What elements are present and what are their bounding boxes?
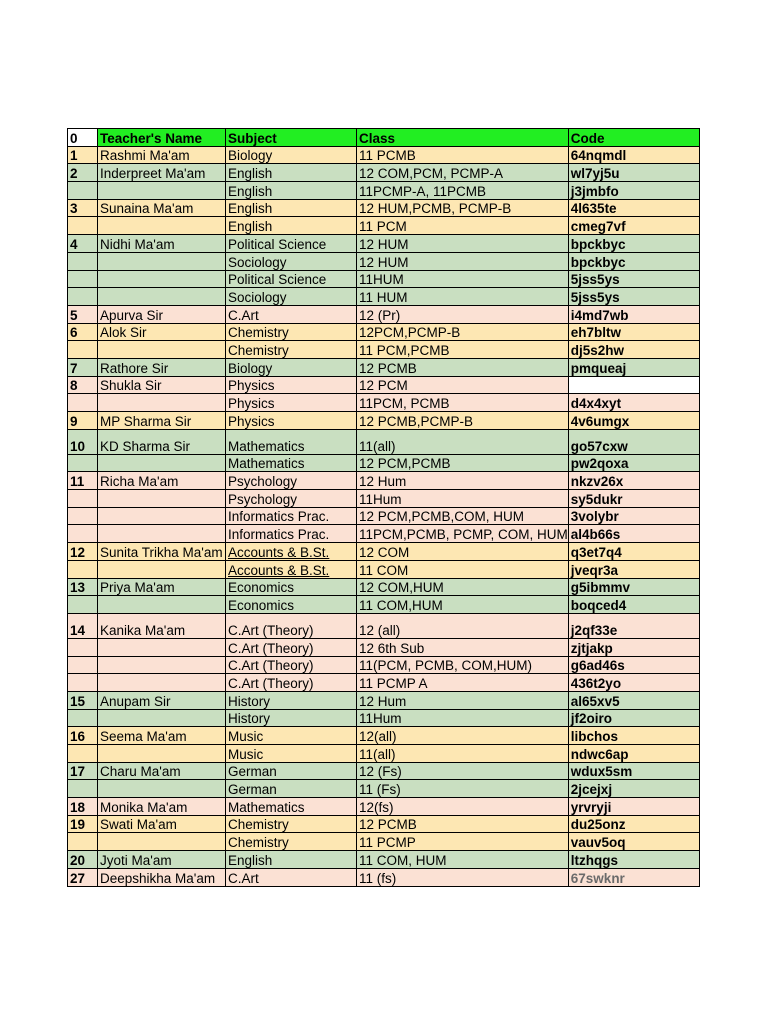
cell-number[interactable] [68,454,98,472]
cell-subject[interactable]: History [226,691,357,709]
cell-number[interactable]: 27 [68,868,98,886]
cell-teacher-name[interactable] [98,252,226,270]
table-row [68,815,700,833]
cell-number[interactable] [68,394,98,412]
cell-class[interactable]: 11(PCM, PCMB, COM,HUM) [357,656,569,674]
cell-subject[interactable]: C.Art (Theory) [226,613,357,638]
cell-teacher-name[interactable] [98,341,226,359]
cell-number[interactable]: 16 [68,727,98,745]
cell-teacher-name[interactable]: Inderpreet Ma'am [98,164,226,182]
cell-teacher-name[interactable] [98,560,226,578]
table-row [68,745,700,763]
cell-subject[interactable]: English [226,164,357,182]
cell-subject[interactable]: English [226,851,357,869]
table-row [68,560,700,578]
table-row [68,798,700,816]
cell-teacher-name[interactable]: Shukla Sir [98,376,226,394]
cell-subject[interactable]: Accounts & B.St. [226,560,357,578]
cell-subject[interactable]: Chemistry [226,815,357,833]
table-row [68,146,700,164]
cell-class[interactable]: 11 COM, HUM [357,851,569,869]
cell-number[interactable] [68,341,98,359]
cell-teacher-name[interactable]: Swati Ma'am [98,815,226,833]
table-row [68,429,700,454]
cell-code[interactable]: wl7yj5u [568,164,699,182]
cell-number[interactable]: 17 [68,762,98,780]
header-row [68,129,700,147]
cell-teacher-name[interactable]: Kanika Ma'am [98,613,226,638]
cell-teacher-name[interactable]: Monika Ma'am [98,798,226,816]
cell-number[interactable]: 12 [68,543,98,561]
cell-subject[interactable]: English [226,217,357,235]
cell-code[interactable]: ndwc6ap [568,745,699,763]
cell-class[interactable]: 12 PCM,PCMB [357,454,569,472]
cell-subject[interactable]: Mathematics [226,798,357,816]
cell-code[interactable]: nkzv26x [568,472,699,490]
table-row [68,270,700,288]
cell-class[interactable]: 11 (Fs) [357,780,569,798]
cell-number[interactable] [68,182,98,200]
cell-code[interactable]: 2jcejxj [568,780,699,798]
cell-code[interactable]: wdux5sm [568,762,699,780]
table-row [68,252,700,270]
cell-class[interactable]: 12 6th Sub [357,638,569,656]
cell-teacher-name[interactable] [98,490,226,508]
table-row [68,638,700,656]
cell-code[interactable]: 4l635te [568,199,699,217]
cell-number[interactable]: 5 [68,305,98,323]
cell-class[interactable]: 12 PCMB,PCMP-B [357,412,569,430]
cell-teacher-name[interactable]: Sunita Trikha Ma'am [98,543,226,561]
cell-number[interactable]: 11 [68,472,98,490]
table-row [68,217,700,235]
cell-number[interactable] [68,490,98,508]
cell-class[interactable]: 12 PCMB [357,358,569,376]
cell-teacher-name[interactable]: Jyoti Ma'am [98,851,226,869]
cell-number[interactable] [68,507,98,525]
table-row [68,656,700,674]
cell-subject[interactable]: Physics [226,412,357,430]
table-row [68,578,700,596]
cell-class[interactable]: 12 COM [357,543,569,561]
cell-code[interactable]: cmeg7vf [568,217,699,235]
cell-subject[interactable]: Music [226,745,357,763]
cell-subject[interactable]: Chemistry [226,341,357,359]
cell-number[interactable] [68,745,98,763]
cell-teacher-name[interactable] [98,217,226,235]
cell-teacher-name[interactable]: KD Sharma Sir [98,429,226,454]
cell-code[interactable]: ltzhqgs [568,851,699,869]
cell-class[interactable]: 11PCMP-A, 11PCMB [357,182,569,200]
cell-subject[interactable]: English [226,199,357,217]
cell-subject[interactable]: Physics [226,394,357,412]
header-code[interactable]: Code [568,129,699,147]
cell-number[interactable] [68,709,98,727]
cell-class[interactable]: 11PCM, PCMB [357,394,569,412]
cell-number[interactable]: 9 [68,412,98,430]
cell-number[interactable]: 8 [68,376,98,394]
cell-class[interactable]: 11 COM [357,560,569,578]
cell-code[interactable]: du25onz [568,815,699,833]
cell-teacher-name[interactable]: Seema Ma'am [98,727,226,745]
table-row [68,376,700,394]
cell-teacher-name[interactable]: Anupam Sir [98,691,226,709]
cell-code[interactable]: pw2qoxa [568,454,699,472]
table-row [68,358,700,376]
cell-teacher-name[interactable]: Richa Ma'am [98,472,226,490]
table-body [68,129,700,887]
table-row [68,851,700,869]
cell-class[interactable]: 12 COM,PCM, PCMP-A [357,164,569,182]
cell-code[interactable]: eh7bltw [568,323,699,341]
table-row [68,543,700,561]
table-row [68,454,700,472]
cell-subject[interactable]: Music [226,727,357,745]
cell-class[interactable]: 11 COM,HUM [357,596,569,614]
table-row [68,182,700,200]
cell-class[interactable]: 11HUM [357,270,569,288]
cell-code[interactable]: dj5s2hw [568,341,699,359]
header-class[interactable]: Class [357,129,569,147]
cell-subject[interactable]: C.Art (Theory) [226,638,357,656]
cell-number[interactable]: 1 [68,146,98,164]
cell-teacher-name[interactable]: Nidhi Ma'am [98,235,226,253]
cell-class[interactable]: 12(fs) [357,798,569,816]
cell-class[interactable]: 12 PCM,PCMB,COM, HUM [357,507,569,525]
cell-subject[interactable]: Political Science [226,235,357,253]
cell-class[interactable]: 12 (Fs) [357,762,569,780]
cell-class[interactable]: 12 COM,HUM [357,578,569,596]
cell-teacher-name[interactable] [98,507,226,525]
header-subject[interactable]: Subject [226,129,357,147]
cell-subject[interactable]: Sociology [226,288,357,306]
cell-teacher-name[interactable] [98,596,226,614]
table-row [68,833,700,851]
cell-teacher-name[interactable] [98,745,226,763]
cell-teacher-name[interactable] [98,270,226,288]
cell-number[interactable]: 2 [68,164,98,182]
cell-code[interactable]: libchos [568,727,699,745]
cell-subject[interactable]: Psychology [226,472,357,490]
cell-subject[interactable]: Mathematics [226,429,357,454]
cell-teacher-name[interactable] [98,638,226,656]
table-row [68,323,700,341]
cell-class[interactable]: 11 PCMP A [357,674,569,692]
cell-class[interactable]: 12 Hum [357,472,569,490]
cell-class[interactable]: 11PCM,PCMB, PCMP, COM, HUM [357,525,569,543]
cell-code[interactable]: bpckbyc [568,252,699,270]
cell-code[interactable]: g6ad46s [568,656,699,674]
table-row [68,596,700,614]
cell-subject[interactable]: Mathematics [226,454,357,472]
cell-code[interactable]: 436t2yo [568,674,699,692]
table-row [68,164,700,182]
table-row [68,490,700,508]
cell-code[interactable]: al4b66s [568,525,699,543]
cell-subject[interactable]: German [226,762,357,780]
cell-code[interactable]: go57cxw [568,429,699,454]
cell-teacher-name[interactable]: Rathore Sir [98,358,226,376]
cell-code[interactable]: sy5dukr [568,490,699,508]
cell-code[interactable]: pmqueaj [568,358,699,376]
cell-number[interactable] [68,270,98,288]
cell-subject[interactable]: Informatics Prac. [226,507,357,525]
cell-subject[interactable]: C.Art [226,305,357,323]
cell-code[interactable]: j2qf33e [568,613,699,638]
cell-class[interactable]: 11 HUM [357,288,569,306]
cell-number[interactable] [68,560,98,578]
cell-teacher-name[interactable] [98,288,226,306]
cell-subject[interactable]: Biology [226,358,357,376]
cell-code[interactable]: q3et7q4 [568,543,699,561]
table-row [68,199,700,217]
cell-number[interactable] [68,596,98,614]
cell-class[interactable]: 11 (fs) [357,868,569,886]
cell-class[interactable]: 12 (Pr) [357,305,569,323]
cell-code[interactable]: boqced4 [568,596,699,614]
cell-code[interactable]: zjtjakp [568,638,699,656]
cell-number[interactable]: 15 [68,691,98,709]
cell-teacher-name[interactable]: Rashmi Ma'am [98,146,226,164]
cell-code[interactable]: 67swknr [568,868,699,886]
cell-class[interactable]: 11 PCMB [357,146,569,164]
cell-class[interactable]: 12PCM,PCMP-B [357,323,569,341]
table-row [68,691,700,709]
cell-subject[interactable]: C.Art [226,868,357,886]
cell-teacher-name[interactable] [98,656,226,674]
cell-number[interactable]: 7 [68,358,98,376]
cell-class[interactable]: 12 HUM [357,252,569,270]
cell-teacher-name[interactable] [98,182,226,200]
cell-subject[interactable]: Physics [226,376,357,394]
cell-subject[interactable]: German [226,780,357,798]
table-row [68,305,700,323]
cell-number[interactable] [68,833,98,851]
cell-number[interactable]: 10 [68,429,98,454]
cell-subject[interactable]: Economics [226,596,357,614]
cell-number[interactable] [68,656,98,674]
table-row [68,613,700,638]
cell-teacher-name[interactable]: Sunaina Ma'am [98,199,226,217]
cell-subject[interactable]: Sociology [226,252,357,270]
table-row [68,868,700,886]
cell-subject[interactable]: English [226,182,357,200]
cell-number[interactable] [68,288,98,306]
cell-code[interactable]: bpckbyc [568,235,699,253]
cell-subject[interactable]: Chemistry [226,323,357,341]
cell-teacher-name[interactable] [98,525,226,543]
cell-subject[interactable]: Informatics Prac. [226,525,357,543]
cell-code[interactable]: yrvryji [568,798,699,816]
cell-class[interactable]: 12 PCMB [357,815,569,833]
cell-subject[interactable]: Psychology [226,490,357,508]
table-row [68,288,700,306]
cell-subject[interactable]: C.Art (Theory) [226,656,357,674]
table-row [68,341,700,359]
cell-code[interactable]: 4v6umgx [568,412,699,430]
cell-code[interactable]: 5jss5ys [568,288,699,306]
cell-subject[interactable]: Economics [226,578,357,596]
cell-code[interactable]: jveqr3a [568,560,699,578]
cell-class[interactable]: 11 PCM,PCMB [357,341,569,359]
cell-code[interactable]: 3volybr [568,507,699,525]
cell-subject[interactable]: History [226,709,357,727]
table-row [68,709,700,727]
cell-number[interactable]: 19 [68,815,98,833]
cell-teacher-name[interactable]: Alok Sir [98,323,226,341]
table-row [68,235,700,253]
cell-number[interactable]: 3 [68,199,98,217]
table-row [68,762,700,780]
cell-class[interactable]: 12 HUM,PCMB, PCMP-B [357,199,569,217]
header-teacher-name[interactable]: Teacher's Name [98,129,226,147]
cell-code[interactable]: j3jmbfo [568,182,699,200]
cell-teacher-name[interactable]: Apurva Sir [98,305,226,323]
cell-class[interactable]: 11 PCM [357,217,569,235]
cell-subject[interactable]: Biology [226,146,357,164]
teacher-code-table [67,128,700,887]
cell-code[interactable]: 64nqmdl [568,146,699,164]
cell-code[interactable]: d4x4xyt [568,394,699,412]
cell-class[interactable]: 12(all) [357,727,569,745]
cell-number[interactable]: 13 [68,578,98,596]
cell-number[interactable] [68,674,98,692]
cell-subject[interactable]: C.Art (Theory) [226,674,357,692]
cell-number[interactable]: 18 [68,798,98,816]
cell-teacher-name[interactable]: Priya Ma'am [98,578,226,596]
cell-teacher-name[interactable] [98,674,226,692]
cell-class[interactable]: 12 (all) [357,613,569,638]
cell-number[interactable] [68,525,98,543]
cell-class[interactable]: 11(all) [357,429,569,454]
cell-class[interactable]: 11(all) [357,745,569,763]
cell-teacher-name[interactable] [98,394,226,412]
cell-number[interactable]: 20 [68,851,98,869]
cell-code[interactable] [568,376,699,394]
cell-teacher-name[interactable]: Deepshikha Ma'am [98,868,226,886]
cell-code[interactable]: g5ibmmv [568,578,699,596]
cell-class[interactable]: 11Hum [357,709,569,727]
cell-class[interactable]: 11Hum [357,490,569,508]
cell-code[interactable]: 5jss5ys [568,270,699,288]
cell-number[interactable] [68,780,98,798]
cell-number[interactable] [68,252,98,270]
cell-teacher-name[interactable] [98,709,226,727]
cell-number[interactable]: 14 [68,613,98,638]
table-row [68,507,700,525]
table-row [68,525,700,543]
cell-code[interactable]: i4md7wb [568,305,699,323]
cell-teacher-name[interactable] [98,833,226,851]
cell-class[interactable]: 12 PCM [357,376,569,394]
cell-number[interactable]: 4 [68,235,98,253]
cell-number[interactable] [68,217,98,235]
cell-teacher-name[interactable]: MP Sharma Sir [98,412,226,430]
cell-subject[interactable]: Political Science [226,270,357,288]
cell-code[interactable]: al65xv5 [568,691,699,709]
table-row [68,412,700,430]
cell-teacher-name[interactable]: Charu Ma'am [98,762,226,780]
table-row [68,780,700,798]
table-row [68,727,700,745]
cell-number[interactable]: 6 [68,323,98,341]
table-row [68,472,700,490]
table-row [68,394,700,412]
cell-subject[interactable]: Chemistry [226,833,357,851]
cell-class[interactable]: 12 HUM [357,235,569,253]
cell-class[interactable]: 12 Hum [357,691,569,709]
cell-teacher-name[interactable] [98,454,226,472]
header-number[interactable]: 0 [68,129,98,147]
cell-class[interactable]: 11 PCMP [357,833,569,851]
cell-teacher-name[interactable] [98,780,226,798]
cell-subject[interactable]: Accounts & B.St. [226,543,357,561]
table-row [68,674,700,692]
cell-code[interactable]: vauv5oq [568,833,699,851]
cell-code[interactable]: jf2oiro [568,709,699,727]
cell-number[interactable] [68,638,98,656]
